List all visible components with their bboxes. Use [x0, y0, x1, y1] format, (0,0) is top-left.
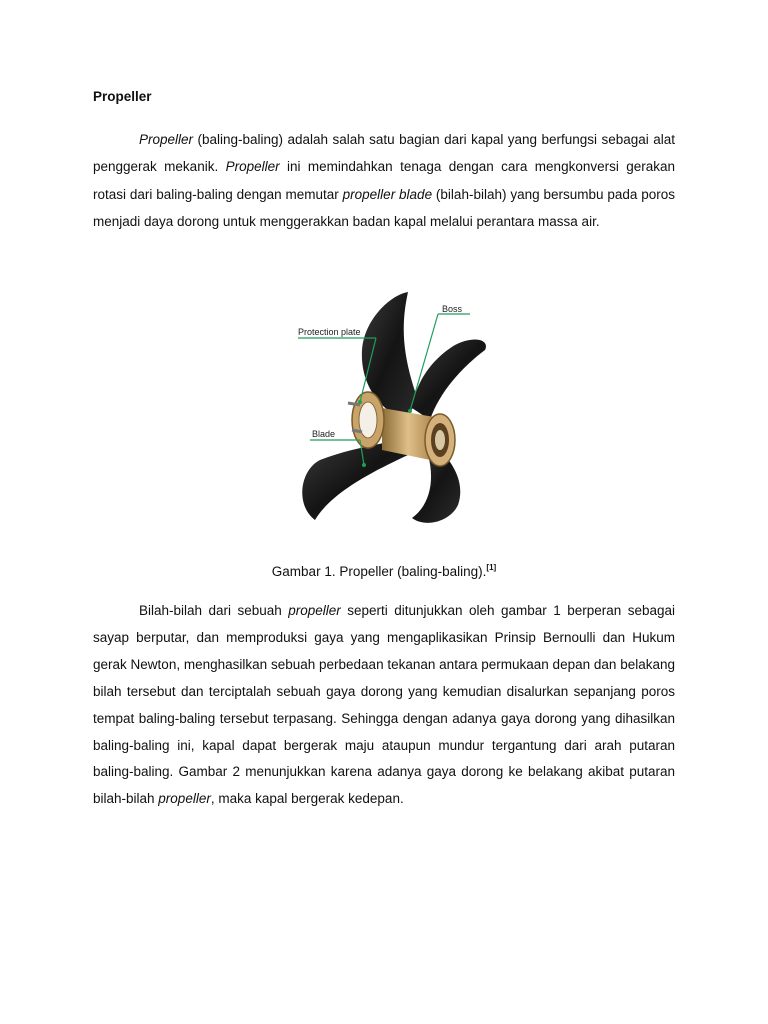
label-blade: Blade — [312, 429, 336, 439]
figure-caption — [0, 559, 768, 581]
caption-text: Gambar 1. Propeller (baling-baling). — [271, 564, 487, 579]
term-propeller-blade: propeller blade — [342, 186, 433, 202]
paragraph-1-text: (bilah-bilah) yang bersumbu pada poros menjadi daya dorong untuk menggerakkan badan kapal melalui perantara massa air. — [93, 186, 675, 229]
blade-top-right — [412, 340, 486, 420]
paragraph-2-text: , maka kapal bergerak kedepan. — [210, 791, 404, 807]
paragraph-1-text: ini memindahkan tenaga dengan cara mengkonversi gerakan rotasi dari baling-baling dengan memutar — [93, 159, 676, 202]
propeller-illustration — [290, 290, 490, 530]
paragraph-1 — [93, 126, 675, 235]
term-propeller: Propeller — [139, 132, 194, 147]
propeller-figure — [290, 290, 490, 530]
term-propeller: propeller — [158, 791, 211, 807]
term-propeller: Propeller — [225, 159, 280, 175]
paragraph-2-text: Bilah-bilah dari sebuah — [139, 603, 289, 618]
term-propeller: propeller — [288, 603, 341, 618]
paragraph-2 — [93, 598, 675, 813]
label-protection-plate: Protection plate — [298, 327, 361, 337]
section-heading: Propeller — [93, 89, 152, 104]
paragraph-1-text: (baling-baling) adalah salah satu bagian dari kapal yang berfungsi sebagai alat penggerak mekanik. — [93, 132, 675, 175]
label-boss: Boss — [442, 304, 463, 314]
paragraph-2-text: seperti ditunjukkan oleh gambar 1 berperan sebagai sayap berputar, dan memproduksi gaya yang mengaplikasikan Prinsip Bernoulli dan Hukum gerak Newton, menghasilkan sebuah perbedaan tekanan antara permukaan depan dan belakang bilah tersebut dan terciptalah sebuah gaya dorong yang kemudian disalurkan sepanjang poros tempat baling-baling tersebut terpasang. Sehingga dengan adanya gaya dorong yang dihasilkan baling-baling ini, kapal dapat bergerak maju ataupun mundur tergantung dari arah putaran baling-baling. Gambar 2 menunjukkan karena adanya gaya dorong ke belakang akibat putaran bilah-bilah — [93, 603, 675, 807]
citation-ref: [1] — [486, 563, 497, 572]
